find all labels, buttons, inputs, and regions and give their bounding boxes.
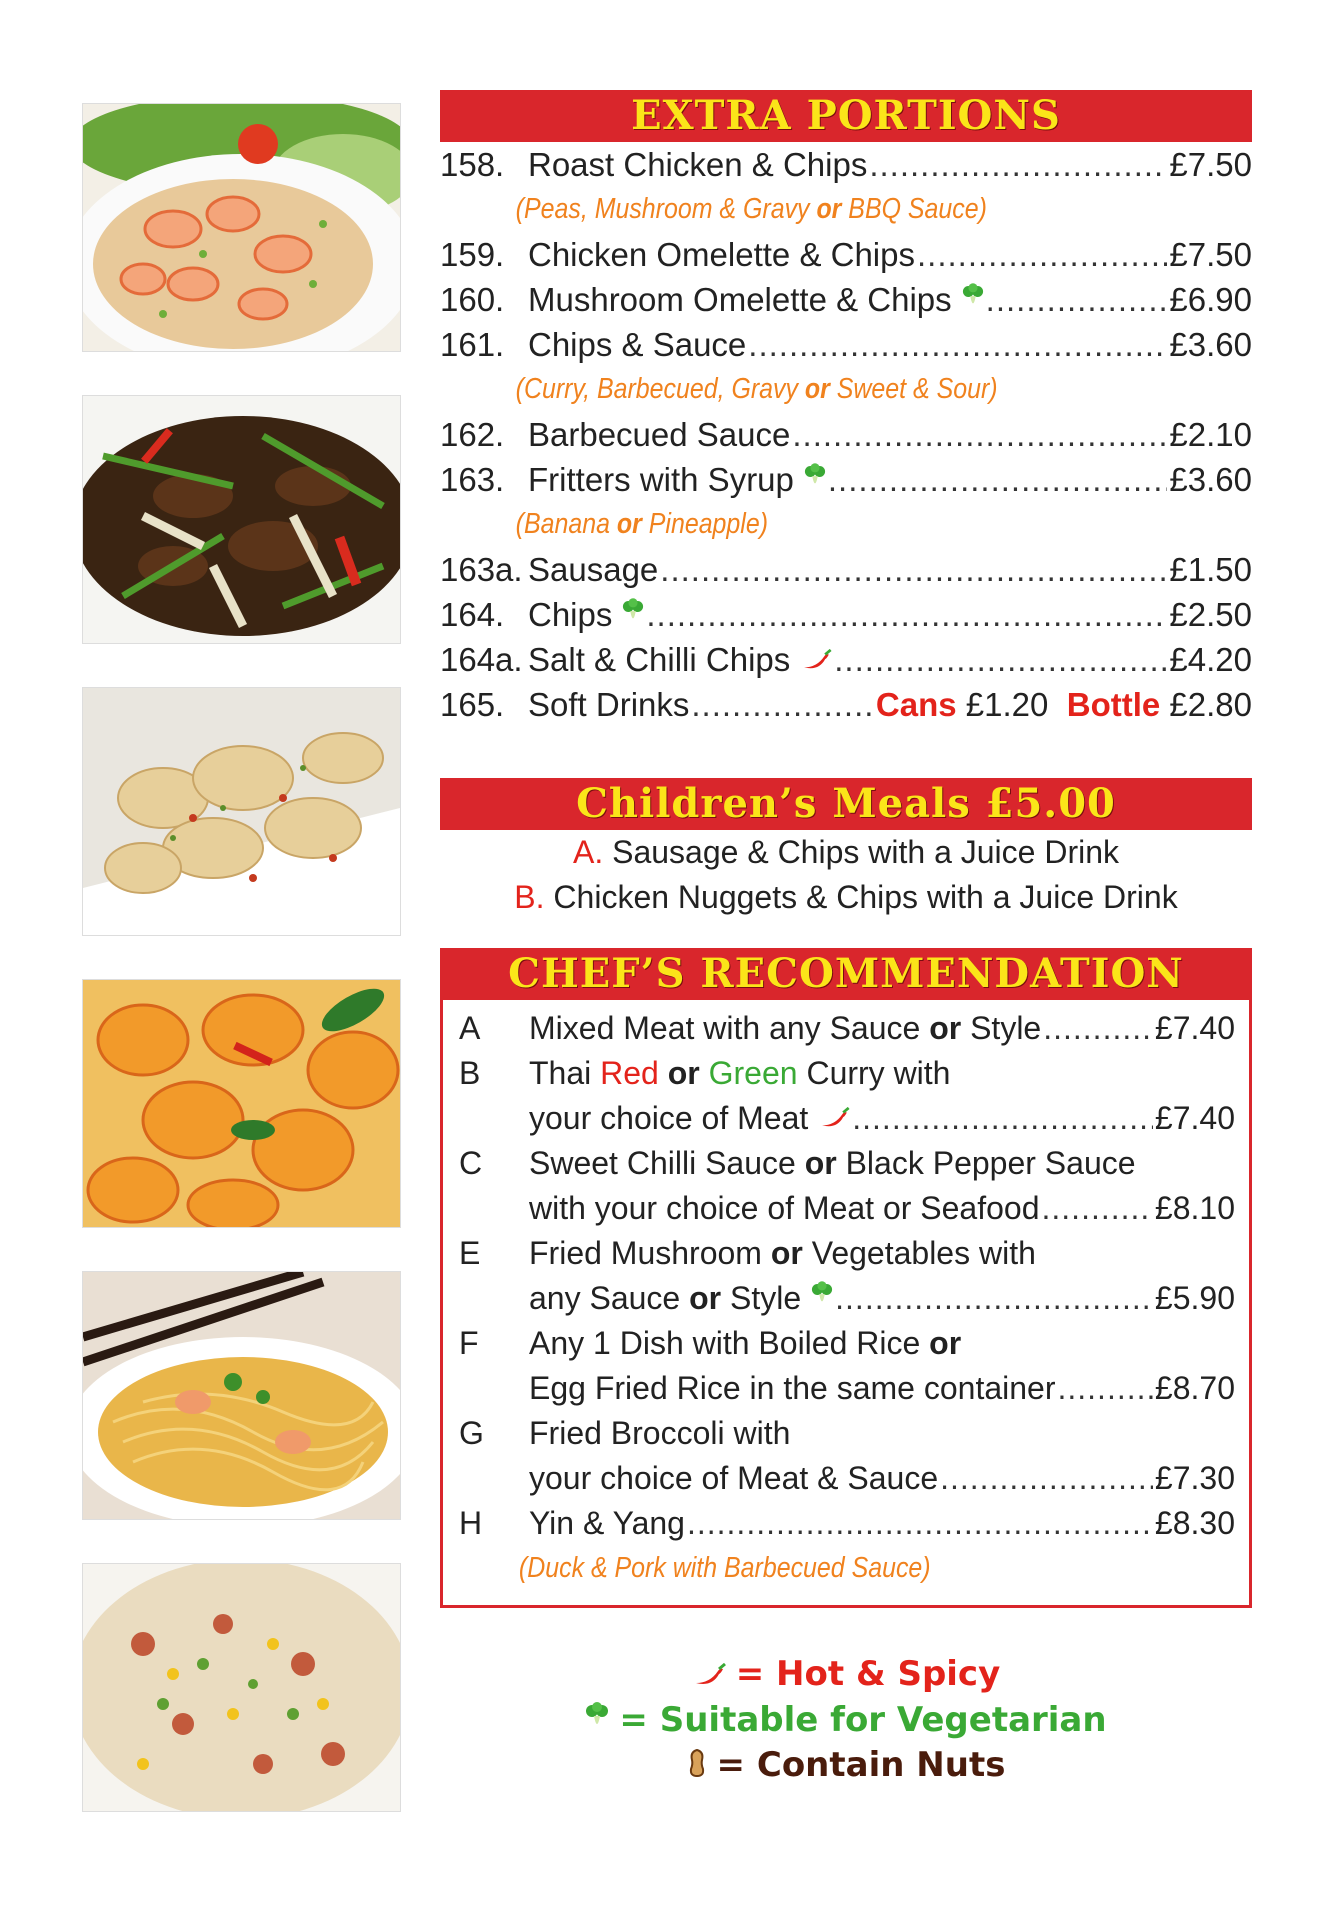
chilli-icon bbox=[800, 649, 832, 671]
item-price: £2.10 bbox=[1169, 416, 1252, 453]
item-name: Fried Broccoli with bbox=[529, 1415, 791, 1451]
item-name-cont: Egg Fried Rice in the same container bbox=[529, 1370, 1056, 1406]
item-name-cont: any Sauce or Style bbox=[529, 1280, 802, 1316]
item-number: 159. bbox=[440, 236, 505, 273]
item-price: £8.70 bbox=[1154, 1370, 1235, 1406]
dot-leader bbox=[852, 1096, 1153, 1141]
menu-item-163 bbox=[440, 457, 1252, 502]
extra-portions-title: EXTRA PORTIONS bbox=[440, 90, 1252, 142]
chef-item-h-note: (Duck & Pork with Barbecued Sauce) bbox=[518, 1552, 931, 1584]
item-letter: H bbox=[459, 1505, 483, 1541]
menu-item-159 bbox=[440, 232, 1252, 277]
item-price: £8.10 bbox=[1154, 1190, 1235, 1226]
item-note-163: (Banana or Pineapple) bbox=[515, 508, 769, 540]
item-number: 165. bbox=[440, 686, 505, 723]
vegetarian-icon bbox=[962, 283, 984, 311]
item-name: Barbecued Sauce bbox=[528, 416, 791, 453]
item-number: 162. bbox=[440, 416, 505, 453]
item-number: 158. bbox=[440, 146, 505, 183]
menu-item-161 bbox=[440, 322, 1252, 367]
chef-item-g bbox=[457, 1411, 1235, 1456]
item-price: £3.60 bbox=[1169, 326, 1252, 363]
dot-leader bbox=[792, 412, 1167, 457]
item-name-cont: with your choice of Meat or Seafood bbox=[529, 1190, 1040, 1226]
dot-leader bbox=[1057, 1366, 1152, 1411]
menu-item-165 bbox=[440, 682, 1252, 727]
chefs-recommendation-box bbox=[440, 1000, 1252, 1608]
salt-pepper-squid-photo bbox=[83, 688, 400, 935]
chef-item-h bbox=[457, 1501, 1235, 1546]
dot-leader bbox=[1043, 1006, 1153, 1051]
legend-vegetarian: = Suitable for Vegetarian bbox=[440, 1698, 1252, 1744]
dot-leader bbox=[986, 277, 1168, 322]
childrens-meals-title: Children’s Meals £5.00 bbox=[440, 778, 1252, 830]
item-name-cont: your choice of Meat bbox=[529, 1100, 809, 1136]
item-letter: A bbox=[459, 1010, 481, 1046]
item-price-cans: Cans £1.20 Bottle £2.80 bbox=[875, 686, 1252, 723]
item-number: 164. bbox=[440, 596, 505, 633]
legend-nuts: = Contain Nuts bbox=[440, 1743, 1252, 1789]
dot-leader bbox=[646, 592, 1167, 637]
kids-option-a: A. Sausage & Chips with a Juice Drink bbox=[572, 834, 1120, 870]
menu-item-164a bbox=[440, 637, 1252, 682]
chef-item-g-line2 bbox=[457, 1456, 1235, 1501]
dot-leader bbox=[828, 457, 1168, 502]
menu-item-164 bbox=[440, 592, 1252, 637]
item-number: 163a. bbox=[440, 551, 523, 588]
chef-item-b bbox=[457, 1051, 1235, 1096]
chef-item-c bbox=[457, 1141, 1235, 1186]
item-number: 161. bbox=[440, 326, 505, 363]
dot-leader bbox=[940, 1456, 1153, 1501]
vegetarian-icon bbox=[804, 463, 826, 491]
vegetarian-icon bbox=[811, 1281, 833, 1309]
dot-leader bbox=[834, 637, 1167, 682]
vegetarian-icon bbox=[622, 598, 644, 626]
item-note-161: (Curry, Barbecued, Gravy or Sweet & Sour) bbox=[515, 373, 998, 405]
item-number: 163. bbox=[440, 461, 505, 498]
item-letter: E bbox=[459, 1235, 481, 1271]
chef-item-b-line2 bbox=[457, 1096, 1235, 1141]
chef-item-f-line2 bbox=[457, 1366, 1235, 1411]
item-name: Mixed Meat with any Sauce or Style bbox=[529, 1010, 1042, 1046]
chilli-icon bbox=[818, 1107, 850, 1129]
item-price: £6.90 bbox=[1169, 281, 1252, 318]
item-name: Mushroom Omelette & Chips bbox=[528, 281, 952, 318]
item-name: Chicken Omelette & Chips bbox=[528, 236, 915, 273]
dot-leader bbox=[691, 682, 874, 727]
item-letter: F bbox=[459, 1325, 479, 1361]
item-name: Sausage bbox=[528, 551, 659, 588]
item-name: Soft Drinks bbox=[528, 686, 690, 723]
dot-leader bbox=[687, 1501, 1153, 1546]
menu-item-158 bbox=[440, 142, 1252, 187]
dot-leader bbox=[748, 322, 1167, 367]
item-price: £8.30 bbox=[1154, 1505, 1235, 1541]
item-price: £7.50 bbox=[1169, 146, 1252, 183]
item-name: Chips & Sauce bbox=[528, 326, 747, 363]
item-price: £4.20 bbox=[1169, 641, 1252, 678]
dot-leader bbox=[660, 547, 1167, 592]
chef-item-e-line2 bbox=[457, 1276, 1235, 1321]
item-name: Yin & Yang bbox=[529, 1505, 685, 1541]
special-fried-rice-photo bbox=[83, 1564, 400, 1811]
beef-stir-fry-photo bbox=[83, 396, 400, 643]
item-letter: B bbox=[459, 1055, 481, 1091]
singapore-noodles-photo bbox=[83, 1272, 400, 1519]
prawn-fried-rice-photo bbox=[83, 104, 400, 351]
item-price: £7.50 bbox=[1169, 236, 1252, 273]
item-price: £5.90 bbox=[1154, 1280, 1235, 1316]
chefs-recommendation-section bbox=[440, 948, 1252, 1608]
chefs-recommendation-title: CHEF’S RECOMMENDATION bbox=[440, 948, 1252, 1000]
legend-hot: = Hot & Spicy bbox=[440, 1652, 1252, 1698]
legend bbox=[440, 1652, 1252, 1789]
extra-portions-section bbox=[440, 90, 1252, 727]
item-letter: C bbox=[459, 1145, 483, 1181]
item-name: Fried Mushroom or Vegetables with bbox=[529, 1235, 1036, 1271]
item-number: 160. bbox=[440, 281, 505, 318]
nut-icon bbox=[687, 1745, 707, 1789]
item-price: £7.40 bbox=[1154, 1100, 1235, 1136]
item-price: £2.50 bbox=[1169, 596, 1252, 633]
item-name: Fritters with Syrup bbox=[528, 461, 794, 498]
menu-item-163a bbox=[440, 547, 1252, 592]
dot-leader bbox=[917, 232, 1167, 277]
item-price: £1.50 bbox=[1169, 551, 1252, 588]
dot-leader bbox=[835, 1276, 1153, 1321]
item-name: Thai Red or Green Curry with bbox=[529, 1055, 951, 1091]
item-name: Any 1 Dish with Boiled Rice or bbox=[529, 1325, 962, 1361]
dot-leader bbox=[869, 142, 1167, 187]
chef-item-a bbox=[457, 1006, 1235, 1051]
vegetarian-icon bbox=[585, 1699, 609, 1743]
item-price: £7.30 bbox=[1154, 1460, 1235, 1496]
childrens-meals-section bbox=[440, 778, 1252, 920]
item-name: Sweet Chilli Sauce or Black Pepper Sauce bbox=[529, 1145, 1136, 1181]
item-name-cont: your choice of Meat & Sauce bbox=[529, 1460, 939, 1496]
chilli-icon bbox=[692, 1654, 726, 1698]
item-name: Chips bbox=[528, 596, 613, 633]
item-number: 164a. bbox=[440, 641, 523, 678]
item-note-158: (Peas, Mushroom & Gravy or BBQ Sauce) bbox=[515, 193, 987, 225]
king-prawn-photo bbox=[83, 980, 400, 1227]
menu-item-160 bbox=[440, 277, 1252, 322]
chef-item-c-line2 bbox=[457, 1186, 1235, 1231]
dot-leader bbox=[1042, 1186, 1153, 1231]
chef-item-e bbox=[457, 1231, 1235, 1276]
item-name: Salt & Chilli Chips bbox=[528, 641, 791, 678]
item-price: £7.40 bbox=[1154, 1010, 1235, 1046]
chef-item-f bbox=[457, 1321, 1235, 1366]
item-name: Roast Chicken & Chips bbox=[528, 146, 868, 183]
kids-option-b: B. Chicken Nuggets & Chips with a Juice Drink bbox=[514, 879, 1178, 915]
menu-item-162 bbox=[440, 412, 1252, 457]
item-price: £3.60 bbox=[1169, 461, 1252, 498]
item-letter: G bbox=[459, 1415, 484, 1451]
